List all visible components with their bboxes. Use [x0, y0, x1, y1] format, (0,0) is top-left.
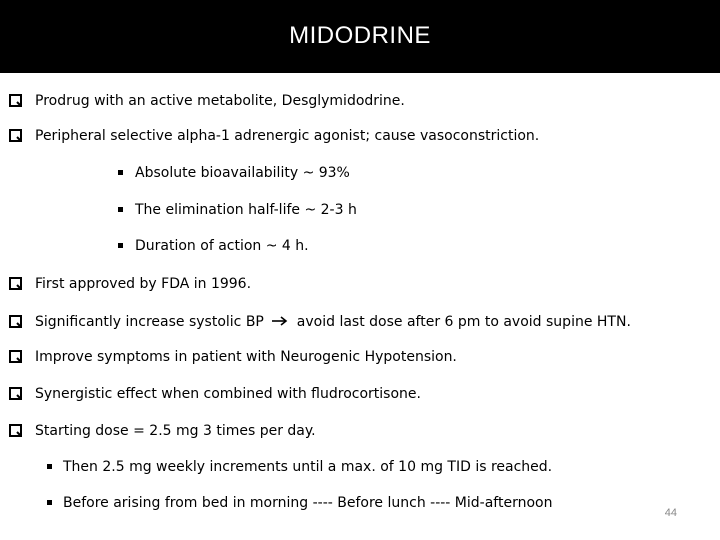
bullet-symptoms: Improve symptoms in patient with Neurogenic Hypotension. [35, 349, 457, 365]
bullet-agonist: Peripheral selective alpha-1 adrenergic agonist; cause vasoconstriction. [35, 128, 540, 144]
bp-text-after: avoid last dose after 6 pm to avoid supine HTN. [296, 314, 631, 330]
sub-bullet-increments: Then 2.5 mg weekly increments until a max. of 10 mg TID is reached. [63, 459, 553, 475]
sub-bullet-duration: Duration of action ~ 4 h. [135, 238, 309, 254]
q-bullet-icon [9, 350, 22, 363]
bullet-starting-dose: Starting dose = 2.5 mg 3 times per day. [35, 423, 316, 439]
q-bullet-icon [9, 315, 22, 328]
bullet-prodrug: Prodrug with an active metabolite, Desglymidodrine. [35, 93, 405, 109]
title-bar [0, 0, 720, 73]
square-bullet-icon [118, 207, 123, 212]
square-bullet-icon [47, 500, 52, 505]
page-number: 44 [664, 507, 677, 519]
q-bullet-icon [9, 129, 22, 142]
sub-bullet-timing: Before arising from bed in morning ---- Before lunch ---- Mid-afternoon [63, 495, 553, 511]
sub-bullet-half-life: The elimination half-life ~ 2-3 h [135, 202, 357, 218]
square-bullet-icon [47, 464, 52, 469]
square-bullet-icon [118, 243, 123, 248]
right-arrow-icon [272, 313, 288, 331]
bullet-fda: First approved by FDA in 1996. [35, 276, 252, 292]
bullet-systolic-bp [35, 313, 631, 331]
q-bullet-icon [9, 424, 22, 437]
square-bullet-icon [118, 170, 123, 175]
q-bullet-icon [9, 277, 22, 290]
slide-title: MIDODRINE [289, 22, 431, 49]
bp-text-before: Significantly increase systolic BP [35, 314, 264, 330]
sub-bullet-bioavailability: Absolute bioavailability ~ 93% [135, 165, 350, 181]
q-bullet-icon [9, 94, 22, 107]
bullet-synergistic: Synergistic effect when combined with fludrocortisone. [35, 386, 421, 402]
q-bullet-icon [9, 387, 22, 400]
